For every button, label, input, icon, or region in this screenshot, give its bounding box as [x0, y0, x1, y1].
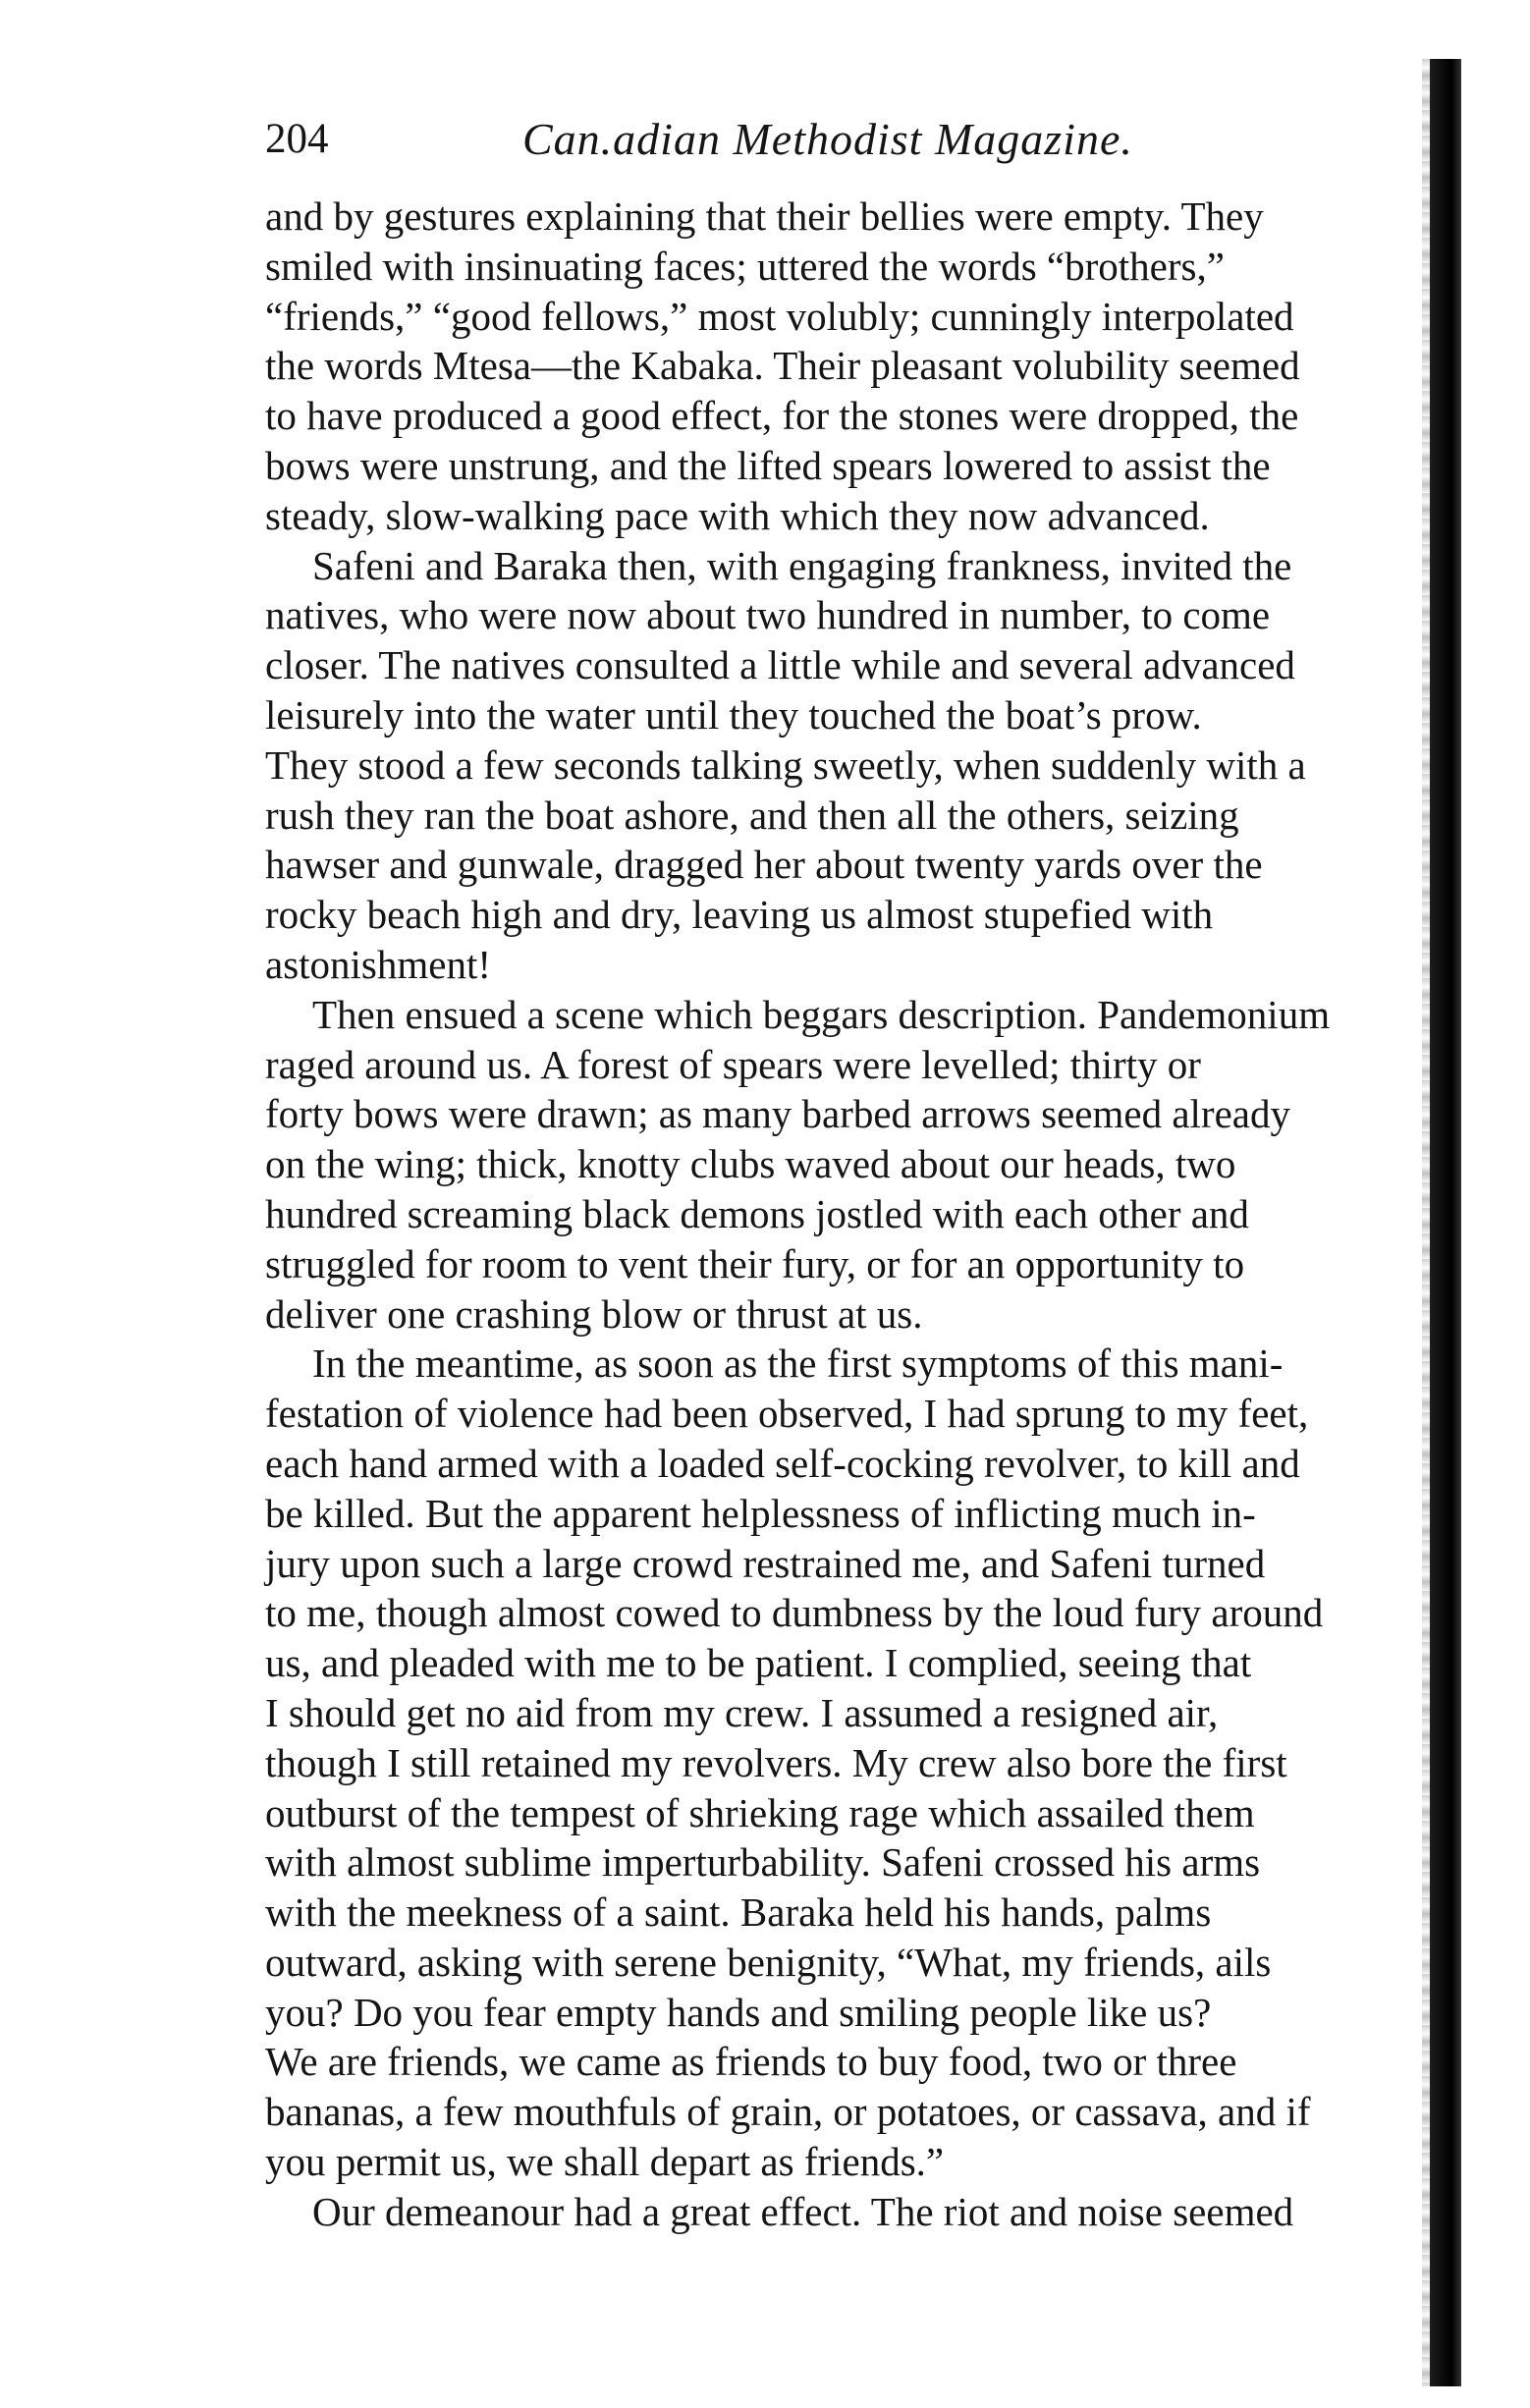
- text-line: smiled with insinuating faces; uttered the words “brothers,”: [265, 243, 1225, 289]
- text-line: In the meantime, as soon as the first symptoms of this mani-: [312, 1341, 1284, 1387]
- page-number: 204: [265, 116, 329, 162]
- text-line: hawser and gunwale, dragged her about twenty yards over the: [265, 842, 1263, 888]
- text-line: deliver one crashing blow or thrust at us.: [265, 1290, 923, 1337]
- text-line: on the wing; thick, knotty clubs waved about our heads, two: [265, 1141, 1236, 1187]
- text-line: with the meekness of a saint. Baraka held his hands, palms: [265, 1889, 1212, 1936]
- text-line: festation of violence had been observed, I had sprung to my feet,: [265, 1391, 1309, 1437]
- text-line: bows were unstrung, and the lifted spears lowered to assist the: [265, 442, 1271, 488]
- text-line: astonishment!: [265, 941, 492, 987]
- text-line: struggled for room to vent their fury, or for an opportunity to: [265, 1240, 1245, 1286]
- running-header: [265, 110, 1444, 169]
- article-body: [265, 192, 1434, 2237]
- text-line: rocky beach high and dry, leaving us almost stupefied with: [265, 892, 1214, 938]
- text-line: us, and pleaded with me to be patient. I complied, seeing that: [265, 1640, 1252, 1686]
- text-line: be killed. But the apparent helplessness of inflicting much in-: [265, 1490, 1256, 1536]
- text-line: forty bows were drawn; as many barbed arrows seemed already: [265, 1091, 1290, 1137]
- text-line: to have produced a good effect, for the stones were dropped, the: [265, 393, 1299, 439]
- paragraph: [265, 1339, 1434, 2187]
- text-line: to me, though almost cowed to dumbness by the loud fury around: [265, 1590, 1324, 1636]
- text-line: “friends,” “good fellows,” most volubly; cunningly interpolated: [265, 293, 1294, 339]
- text-line: each hand armed with a loaded self-cocking revolver, to kill and: [265, 1440, 1300, 1486]
- text-line: you permit us, we shall depart as friends.”: [265, 2139, 945, 2185]
- text-line: with almost sublime imperturbability. Safeni crossed his arms: [265, 1839, 1261, 1886]
- text-line: bananas, a few mouthfuls of grain, or potatoes, or cassava, and if: [265, 2089, 1311, 2135]
- text-line: Safeni and Baraka then, with engaging frankness, invited the: [312, 542, 1292, 588]
- text-line: Then ensued a scene which beggars description. Pandemonium: [312, 991, 1331, 1037]
- text-line: natives, who were now about two hundred in number, to come: [265, 592, 1271, 638]
- running-title: Can.adian Methodist Magazine.: [522, 114, 1133, 164]
- text-line: and by gestures explaining that their bellies were empty. They: [265, 193, 1264, 239]
- text-line: closer. The natives consulted a little while and several advanced: [265, 642, 1295, 688]
- paragraph: [265, 192, 1434, 541]
- text-line: hundred screaming black demons jostled with each other and: [265, 1190, 1249, 1236]
- text-line: Our demeanour had a great effect. The riot and noise seemed: [312, 2188, 1294, 2234]
- text-line: you? Do you fear empty hands and smiling people like us?: [265, 1989, 1212, 2035]
- text-line: leisurely into the water until they touched the boat’s prow.: [265, 691, 1202, 738]
- text-line: outward, asking with serene benignity, “What, my friends, ails: [265, 1939, 1272, 1985]
- text-line: though I still retained my revolvers. My crew also bore the first: [265, 1739, 1287, 1785]
- text-line: We are friends, we came as friends to buy food, two or three: [265, 2039, 1237, 2085]
- text-line: outburst of the tempest of shrieking rage which assailed them: [265, 1789, 1255, 1835]
- text-line: rush they ran the boat ashore, and then all the others, seizing: [265, 792, 1239, 838]
- text-line: steady, slow-walking pace with which they now advanced.: [265, 492, 1210, 538]
- paragraph: [265, 2187, 1434, 2237]
- text-line: They stood a few seconds talking sweetly, when suddenly with a: [265, 741, 1306, 788]
- paragraph: [265, 541, 1434, 990]
- text-line: I should get no aid from my crew. I assumed a resigned air,: [265, 1689, 1219, 1735]
- text-line: jury upon such a large crowd restrained me, and Safeni turned: [265, 1540, 1266, 1586]
- magazine-page: [265, 110, 1444, 2398]
- text-line: the words Mtesa—the Kabaka. Their pleasant volubility seemed: [265, 343, 1300, 389]
- paragraph: [265, 990, 1434, 1340]
- text-line: raged around us. A forest of spears were levelled; thirty or: [265, 1041, 1201, 1087]
